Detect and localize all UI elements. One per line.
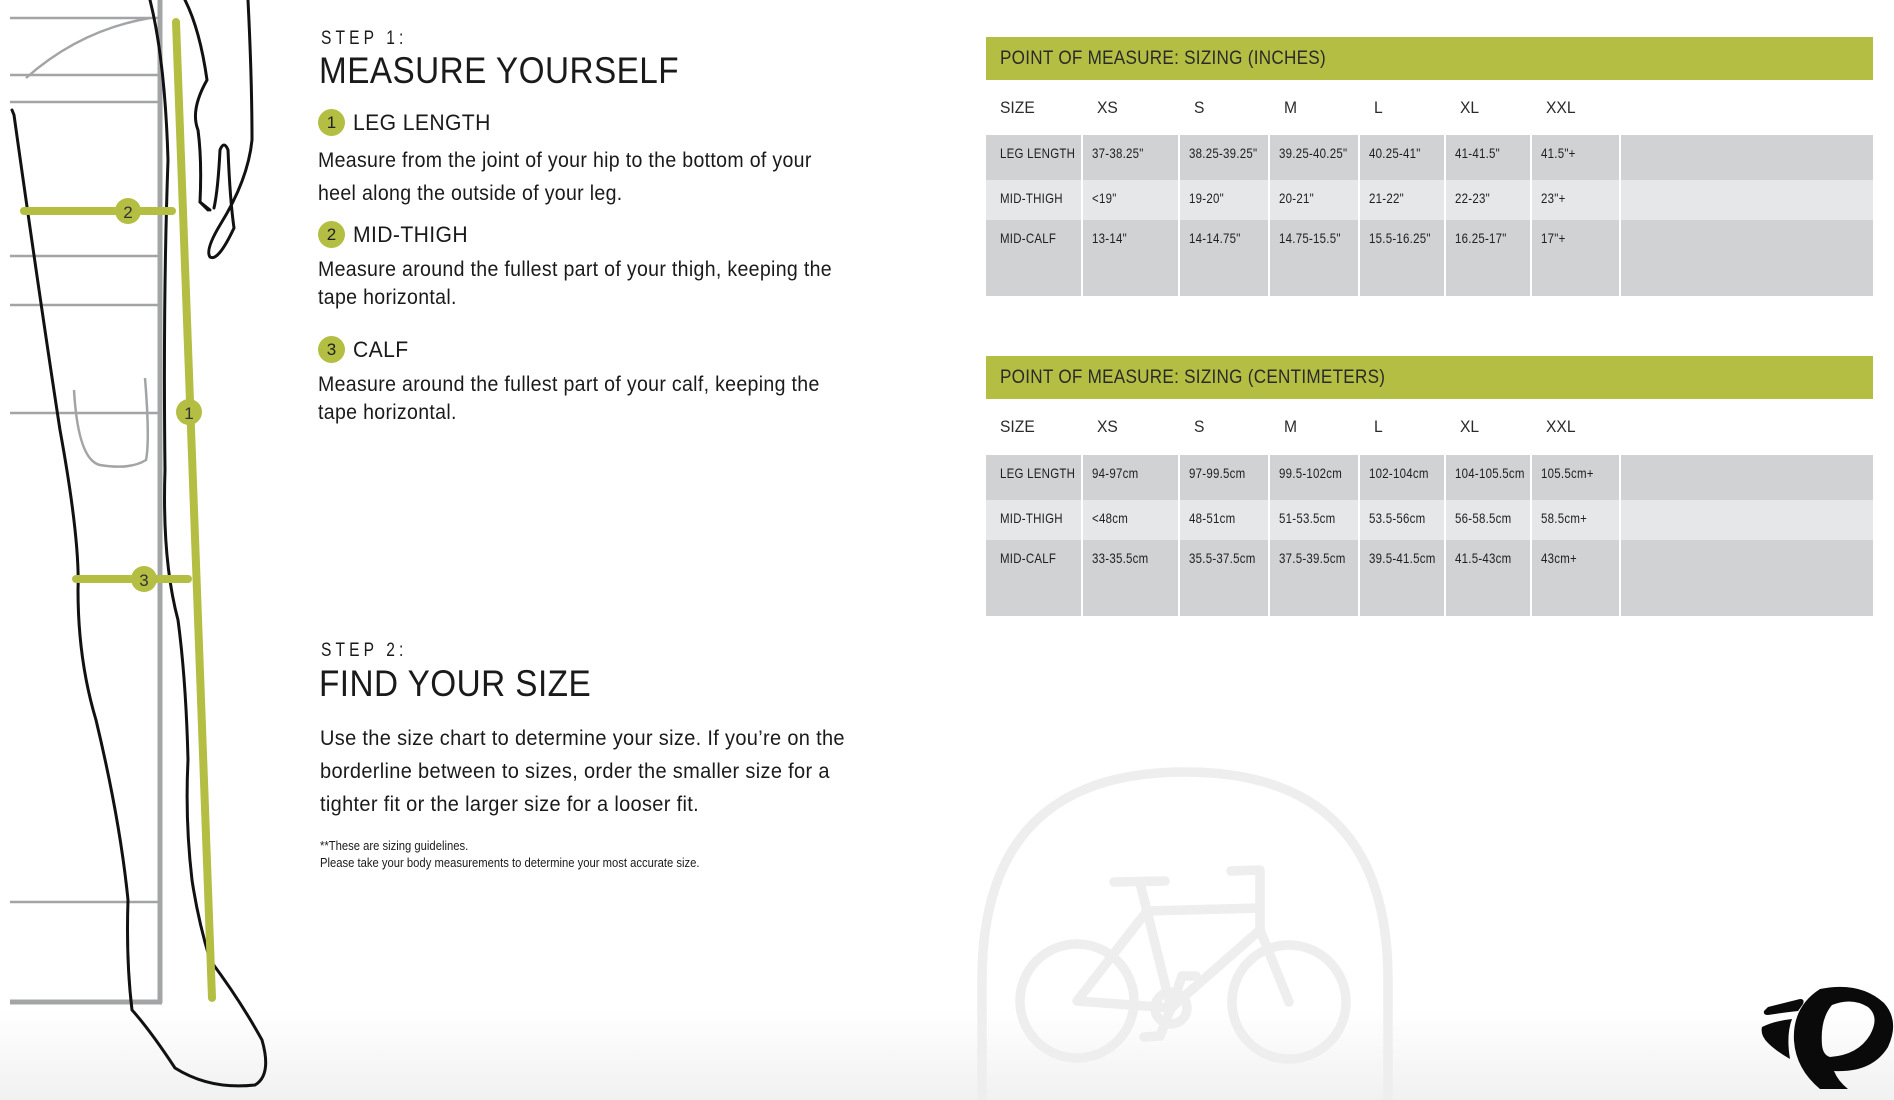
column-header <box>1621 417 1873 437</box>
measurement-frame <box>10 0 162 1003</box>
step2-label: STEP 2: <box>321 640 408 661</box>
table-cell: 102-104cm <box>1360 455 1446 500</box>
text-line: heel along the outside of your leg. <box>318 182 623 205</box>
column-header: XXL <box>1546 97 1576 117</box>
text-line: tape horizontal. <box>318 401 457 424</box>
column-header: L <box>1374 97 1383 117</box>
guide-lines <box>10 18 158 902</box>
column-header: SIZE <box>1000 97 1035 117</box>
measurement-advice-note: Please take your body measurements to determine your most accurate size. <box>320 856 700 870</box>
table-cell: 17ʺ+ <box>1532 220 1621 296</box>
row-label: MID-CALF <box>986 220 1083 296</box>
table-cell: 15.5-16.25ʺ <box>1360 220 1446 296</box>
table-cell: <19ʺ <box>1083 180 1180 220</box>
leg-outline <box>12 0 266 1086</box>
table-cell <box>1621 135 1873 180</box>
table-cell: 33-35.5cm <box>1083 540 1180 616</box>
find-size-instructions <box>320 722 915 821</box>
calf-instructions <box>318 371 913 427</box>
table-cell: <48cm <box>1083 500 1180 540</box>
svg-text:1: 1 <box>184 404 194 423</box>
table-cell: 20-21ʺ <box>1270 180 1360 220</box>
column-header: XL <box>1460 417 1480 436</box>
table-cell: 37-38.25ʺ <box>1083 135 1180 180</box>
row-label: MID-THIGH <box>986 500 1083 540</box>
table-header-row <box>986 399 1873 455</box>
table-title: POINT OF MEASURE: SIZING (CENTIMETERS) <box>986 356 1873 399</box>
table-cell: 37.5-39.5cm <box>1270 540 1360 616</box>
table-cell: 97-99.5cm <box>1180 455 1270 500</box>
column-header: XXL <box>1546 417 1576 436</box>
sizing-table-inches <box>986 37 1873 296</box>
text-line: borderline between to sizes, order the smaller size for a <box>320 759 830 783</box>
table-header-row <box>986 80 1873 135</box>
table-cell: 53.5-56cm <box>1360 500 1446 540</box>
table-cell: 22-23ʺ <box>1446 180 1532 220</box>
svg-text:2: 2 <box>123 203 133 222</box>
table-row <box>986 180 1873 220</box>
column-header: S <box>1194 417 1205 436</box>
table-cell: 13-14ʺ <box>1083 220 1180 296</box>
text-line: Use the size chart to determine your size. If you’re on the <box>320 726 845 750</box>
text-line: tighter fit or the larger size for a looser fit. <box>320 792 700 816</box>
table-cell: 16.25-17ʺ <box>1446 220 1532 296</box>
row-label: MID-THIGH <box>986 180 1083 220</box>
number-badge-2-icon: 2 <box>318 221 345 248</box>
table-cell: 48-51cm <box>1180 500 1270 540</box>
table-cell: 99.5-102cm <box>1270 455 1360 500</box>
mid-thigh-instructions <box>318 256 913 312</box>
table-cell <box>1621 180 1873 220</box>
table-cell <box>1621 220 1873 296</box>
svg-text:3: 3 <box>139 571 149 590</box>
marker-2 <box>115 198 141 224</box>
text-line: tape horizontal. <box>318 286 457 309</box>
table-cell: 40.25-41ʺ <box>1360 135 1446 180</box>
table-row <box>986 220 1873 296</box>
column-header: XS <box>1097 97 1118 117</box>
table-cell: 21-22ʺ <box>1360 180 1446 220</box>
table-cell: 105.5cm+ <box>1532 455 1621 500</box>
step1-title: MEASURE YOURSELF <box>319 50 680 91</box>
leg-measurement-illustration <box>0 0 300 1100</box>
table-cell: 41.5ʺ+ <box>1532 135 1621 180</box>
measure-calf-heading <box>318 336 412 363</box>
table-row <box>986 455 1873 500</box>
text-line: Measure around the fullest part of your thigh, keeping the <box>318 258 832 281</box>
number-badge-3-icon: 3 <box>318 336 345 363</box>
table-row <box>986 135 1873 180</box>
marker-1 <box>176 399 202 425</box>
table-cell: 56-58.5cm <box>1446 500 1532 540</box>
measure-name: MID-THIGH <box>353 221 469 247</box>
table-cell: 94-97cm <box>1083 455 1180 500</box>
table-cell <box>1621 540 1873 616</box>
table-cell: 14-14.75ʺ <box>1180 220 1270 296</box>
sizing-table-centimeters <box>986 356 1873 616</box>
column-header: XL <box>1460 97 1480 117</box>
table-cell: 104-105.5cm <box>1446 455 1532 500</box>
row-label: LEG LENGTH <box>986 455 1083 500</box>
measure-leg-length-heading <box>318 109 500 136</box>
text-line: Measure from the joint of your hip to the bottom of your <box>318 149 812 172</box>
table-cell: 39.5-41.5cm <box>1360 540 1446 616</box>
table-cell <box>1621 455 1873 500</box>
table-cell: 14.75-15.5ʺ <box>1270 220 1360 296</box>
table-cell: 35.5-37.5cm <box>1180 540 1270 616</box>
table-cell: 23ʺ+ <box>1532 180 1621 220</box>
table-cell: 19-20ʺ <box>1180 180 1270 220</box>
measure-name: LEG LENGTH <box>353 109 491 135</box>
marker-3 <box>131 566 157 592</box>
step1-label: STEP 1: <box>321 28 408 49</box>
row-label: LEG LENGTH <box>986 135 1083 180</box>
table-cell: 39.25-40.25ʺ <box>1270 135 1360 180</box>
measure-mid-thigh-heading <box>318 221 475 248</box>
bicycle-icon <box>960 750 1410 1100</box>
column-header: L <box>1374 417 1383 436</box>
table-cell: 38.25-39.25ʺ <box>1180 135 1270 180</box>
brand-logo-icon <box>1760 985 1894 1090</box>
column-header: XS <box>1097 417 1118 436</box>
column-header <box>1621 98 1873 118</box>
tape-lines <box>24 22 212 998</box>
column-header: M <box>1284 97 1298 117</box>
table-cell: 41.5-43cm <box>1446 540 1532 616</box>
column-header: SIZE <box>1000 417 1035 436</box>
column-header: M <box>1284 417 1298 436</box>
table-title: POINT OF MEASURE: SIZING (INCHES) <box>986 37 1873 80</box>
number-badge-1-icon: 1 <box>318 109 345 136</box>
table-cell <box>1621 500 1873 540</box>
table-cell: 41-41.5ʺ <box>1446 135 1532 180</box>
table-cell: 43cm+ <box>1532 540 1621 616</box>
text-line: Measure around the fullest part of your calf, keeping the <box>318 373 820 396</box>
row-label: MID-CALF <box>986 540 1083 616</box>
table-cell: 51-53.5cm <box>1270 500 1360 540</box>
step2-title: FIND YOUR SIZE <box>319 663 592 704</box>
table-cell: 58.5cm+ <box>1532 500 1621 540</box>
table-row <box>986 500 1873 540</box>
leg-length-instructions <box>318 144 913 210</box>
column-header: S <box>1194 97 1205 117</box>
table-row <box>986 540 1873 616</box>
measure-name: CALF <box>353 336 409 362</box>
sizing-guideline-note: **These are sizing guidelines. <box>320 839 469 853</box>
